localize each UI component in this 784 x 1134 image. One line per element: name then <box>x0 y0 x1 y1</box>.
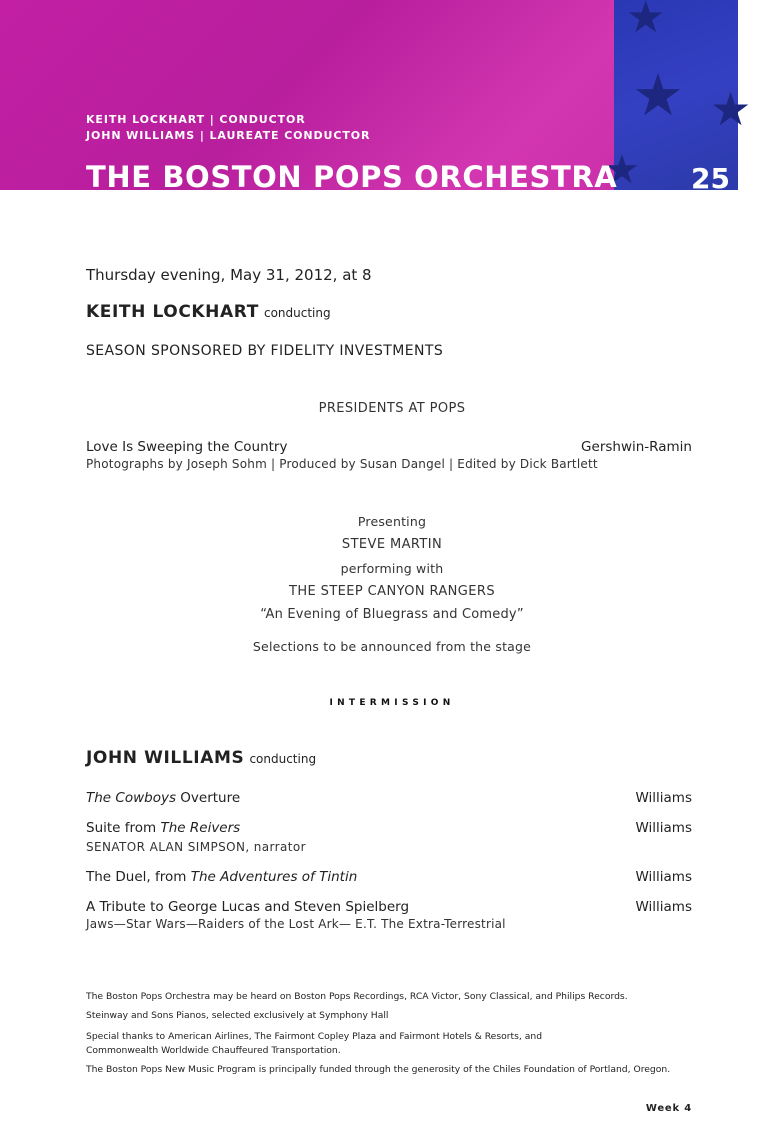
star-icon: ★ <box>632 61 684 129</box>
week-label: Week 4 <box>645 1103 692 1114</box>
piece-composer: Gershwin-Ramin <box>581 439 692 455</box>
star-icon: ★ <box>604 147 640 193</box>
conductor-line-1 <box>86 302 331 322</box>
section-heading: PRESIDENTS AT POPS <box>318 401 466 416</box>
sponsor-line: SEASON SPONSORED BY FIDELITY INVESTMENTS <box>86 343 444 359</box>
concert-date: Thursday evening, May 31, 2012, at 8 <box>86 266 372 284</box>
intermission-label: INTERMISSION <box>329 698 455 708</box>
conductor-role: conducting <box>249 752 317 766</box>
footnote-pianos: Steinway and Sons Pianos, selected exclusively at Symphony Hall <box>86 1010 389 1021</box>
narrator-credit: SENATOR ALAN SIMPSON, narrator <box>86 840 306 854</box>
piece-title: Love Is Sweeping the Country <box>86 439 288 455</box>
piece-subtitle: Jaws—Star Wars—Raiders of the Lost Ark— E.T. The Extra-Terrestrial <box>86 917 506 931</box>
page-number: 25 <box>691 162 730 195</box>
piece-title: The Cowboys Overture <box>86 790 241 806</box>
laureate-credit: JOHN WILLIAMS | LAUREATE CONDUCTOR <box>86 129 371 142</box>
piece-title: A Tribute to George Lucas and Steven Spielberg <box>86 899 410 915</box>
selections-note: Selections to be announced from the stage <box>252 639 532 654</box>
footnote-thanks-continued: Commonwealth Worldwide Chauffeured Transportation. <box>86 1045 341 1056</box>
conductor-name: JOHN WILLIAMS <box>86 748 245 768</box>
group-name: THE STEEP CANYON RANGERS <box>289 584 495 599</box>
footnote-recordings: The Boston Pops Orchestra may be heard on Boston Pops Recordings, RCA Victor, Sony Classical, and Philips Records. <box>86 991 628 1002</box>
presenting-label: Presenting <box>357 514 427 529</box>
piece-composer: Williams <box>635 820 692 836</box>
star-icon: ★ <box>710 82 752 136</box>
piece-composer: Williams <box>635 790 692 806</box>
piece-composer: Williams <box>635 869 692 885</box>
conductor-role: conducting <box>263 306 331 320</box>
conductor-name: KEITH LOCKHART <box>86 302 259 322</box>
piece-title: The Duel, from The Adventures of Tintin <box>86 869 358 885</box>
star-icon: ★ <box>626 0 666 43</box>
conductor-credit: KEITH LOCKHART | CONDUCTOR <box>86 113 306 126</box>
piece-composer: Williams <box>635 899 692 915</box>
piece-title: Suite from The Reivers <box>86 820 241 836</box>
orchestra-title: THE BOSTON POPS ORCHESTRA <box>86 160 618 194</box>
artist-name: STEVE MARTIN <box>341 537 443 552</box>
footnote-new-music: The Boston Pops New Music Program is principally funded through the generosity of the Chiles Foundation of Portland, Oregon. <box>86 1064 671 1075</box>
conductor-line-2 <box>86 748 316 768</box>
header-banner <box>0 0 752 195</box>
piece-credits: Photographs by Joseph Sohm | Produced by Susan Dangel | Edited by Dick Bartlett <box>86 457 598 471</box>
show-title: “An Evening of Bluegrass and Comedy” <box>260 607 524 622</box>
performing-with: performing with <box>340 561 444 576</box>
footnote-thanks: Special thanks to American Airlines, The Fairmont Copley Plaza and Fairmont Hotels & Resorts, and <box>86 1031 543 1042</box>
